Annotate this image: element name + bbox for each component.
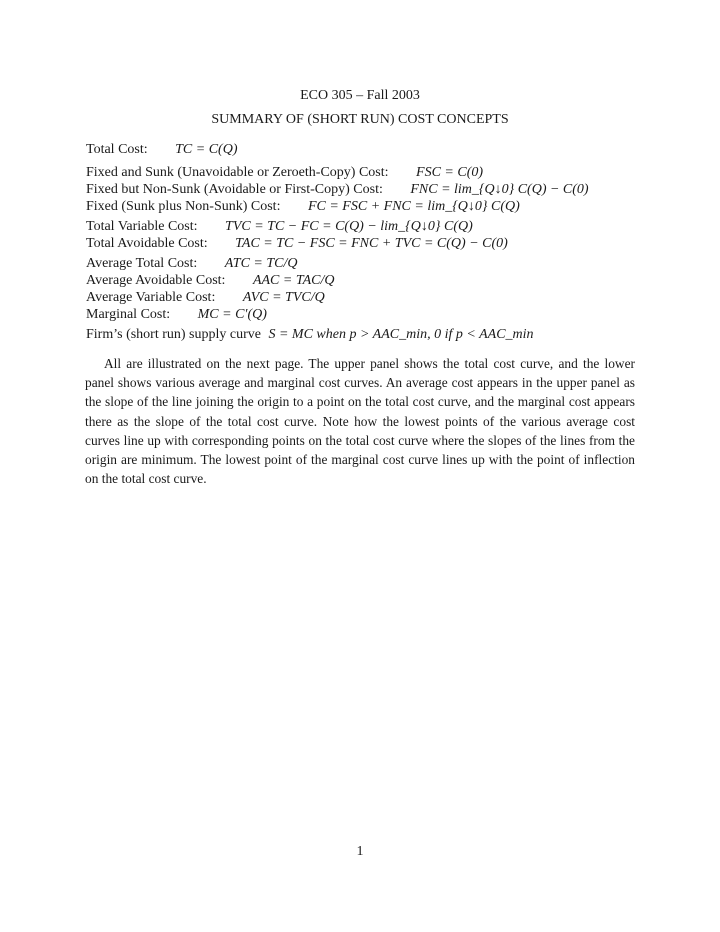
definition-average-avoidable-cost — [86, 272, 334, 290]
definition-average-total-cost — [86, 255, 298, 273]
definition-total-cost — [86, 141, 237, 159]
definition-fixed-cost — [86, 198, 520, 216]
definition-formula: TAC = TC − FSC = FNC + TVC = C(Q) − C(0) — [235, 236, 508, 251]
definition-formula: TVC = TC − FC = C(Q) − lim_{Q↓0} C(Q) — [225, 219, 473, 234]
definition-formula: AAC = TAC/Q — [252, 273, 335, 288]
definition-fixed-nonsunk-cost — [86, 181, 589, 199]
definition-fixed-sunk-cost — [86, 164, 483, 182]
definition-label: Fixed and Sunk (Unavoidable or Zeroeth-Copy) Cost: — [86, 165, 389, 180]
definition-label: Total Variable Cost: — [86, 219, 198, 234]
definition-formula: AVC = TVC/Q — [242, 290, 325, 305]
definition-total-variable-cost — [86, 218, 473, 236]
definition-formula: FNC = lim_{Q↓0} C(Q) − C(0) — [410, 182, 589, 197]
definition-label: Average Avoidable Cost: — [86, 273, 226, 288]
page-title: SUMMARY OF (SHORT RUN) COST CONCEPTS — [211, 112, 509, 127]
definition-label: Fixed but Non-Sunk (Avoidable or First-Copy) Cost: — [86, 182, 383, 197]
definition-formula: MC = C′(Q) — [197, 307, 267, 322]
definition-label: Average Variable Cost: — [86, 290, 216, 305]
definition-formula: FSC = C(0) — [416, 165, 484, 180]
definition-label: Firm’s (short run) supply curve — [86, 327, 261, 342]
definition-formula: ATC = TC/Q — [224, 256, 298, 271]
definition-supply-curve — [86, 326, 534, 344]
definition-total-avoidable-cost — [86, 235, 508, 253]
definition-marginal-cost — [86, 306, 267, 324]
definition-label: Total Cost: — [86, 142, 148, 157]
definition-average-variable-cost — [86, 289, 325, 307]
definition-formula: TC = C(Q) — [175, 142, 238, 157]
definition-label: Total Avoidable Cost: — [86, 236, 208, 251]
definition-formula: FC = FSC + FNC = lim_{Q↓0} C(Q) — [307, 199, 520, 214]
definition-label: Marginal Cost: — [86, 307, 171, 322]
course-header: ECO 305 – Fall 2003 — [300, 88, 420, 103]
explanatory-paragraph: All are illustrated on the next page. The upper panel shows the total cost curve, and the lower panel shows various average and marginal cost curves. An average cost appears in the upper panel as the slope of the line joining the origin to a point on the total cost curve, and the marginal cost appears there as the slope of the total cost curve. Note how the lowest points of the various average cost curves line up with corresponding points on the total cost curve where the slopes of the lines from the origin are minimum. The lowest point of the marginal cost curve lines up with the point of inflection on the total cost curve. — [85, 356, 635, 487]
definition-label: Average Total Cost: — [86, 256, 198, 271]
definition-formula: S = MC when p > AAC_min, 0 if p < AAC_min — [268, 327, 534, 342]
page-number: 1 — [356, 844, 364, 859]
definition-label: Fixed (Sunk plus Non-Sunk) Cost: — [86, 199, 281, 214]
